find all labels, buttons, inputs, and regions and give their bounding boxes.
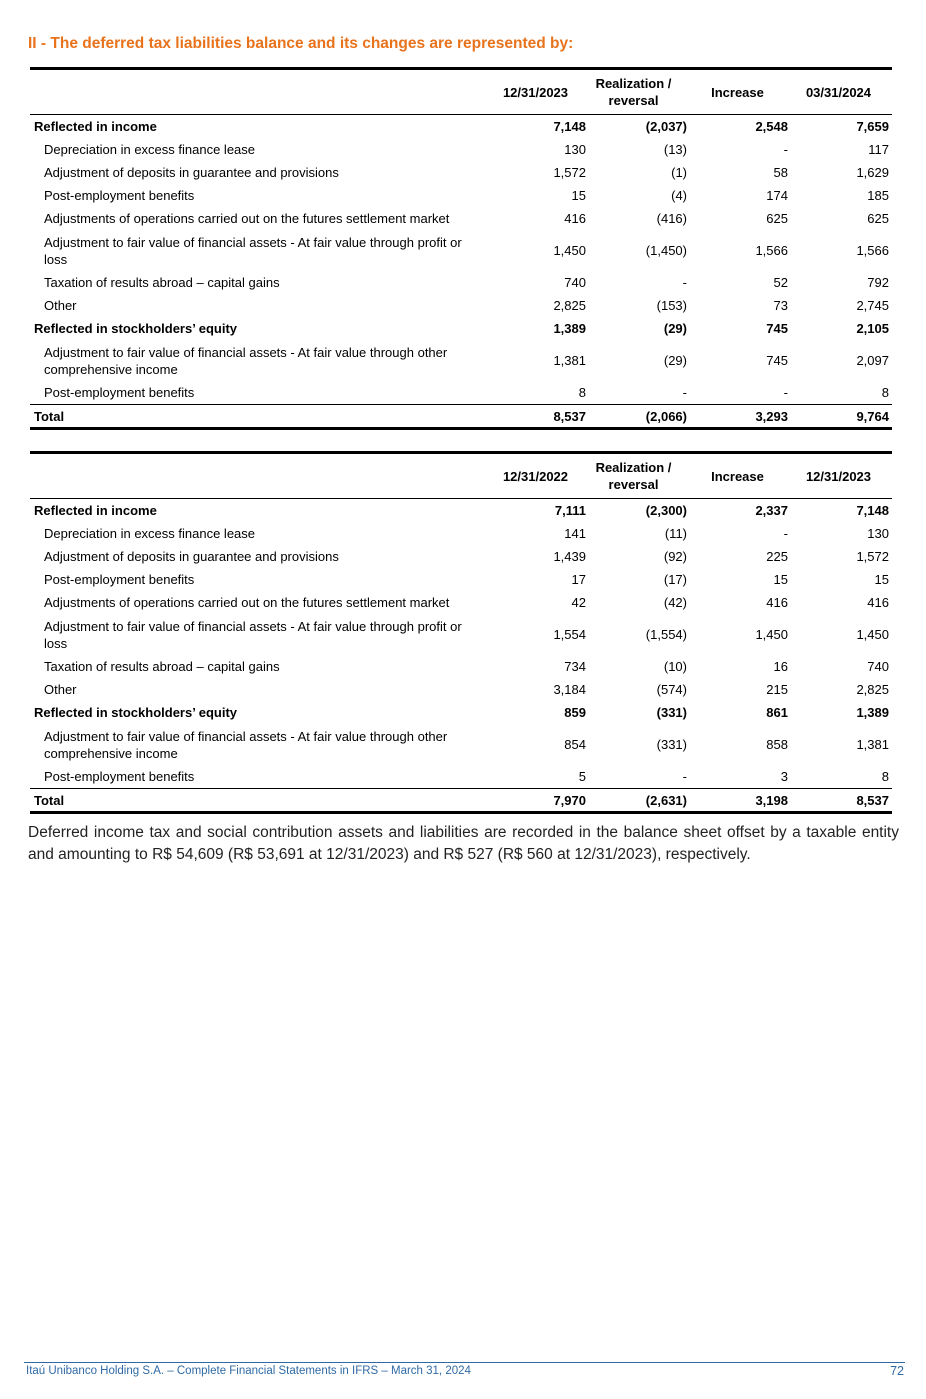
row-value: (42) <box>663 595 687 610</box>
row-value: 1,566 <box>856 243 889 258</box>
row-label: Depreciation in excess finance lease <box>44 142 256 157</box>
row-value: 42 <box>571 595 586 610</box>
row-value: 2,825 <box>553 298 586 313</box>
page-number: 72 <box>890 1364 904 1378</box>
row-value: 734 <box>564 659 586 674</box>
row-value: 130 <box>564 142 586 157</box>
row-value: 858 <box>766 737 788 752</box>
row-value: 859 <box>564 705 586 720</box>
table-row <box>30 591 892 614</box>
table-row <box>30 655 892 678</box>
row-value: 15 <box>571 188 586 203</box>
row-value: (2,037) <box>645 119 687 134</box>
row-label: Adjustments of operations carried out on the futures settlement market <box>44 595 450 610</box>
row-label: Reflected in income <box>34 503 157 518</box>
row-value: 792 <box>867 275 889 290</box>
row-label: Post-employment benefits <box>44 385 195 400</box>
row-value: 1,439 <box>553 549 586 564</box>
row-value: 2,825 <box>856 682 889 697</box>
row-label: Depreciation in excess finance lease <box>44 526 256 541</box>
row-value: 1,554 <box>553 627 586 642</box>
row-value: 1,450 <box>856 627 889 642</box>
row-value: 1,389 <box>553 321 586 336</box>
row-value: 7,659 <box>856 119 889 134</box>
row-value: (4) <box>671 188 687 203</box>
offset-note-paragraph: Deferred income tax and social contribution assets and liabilities are recorded in the balance sheet offset by a taxable entity and amounting to R$ 54,609 (R$ 53,691 at 12/31/2023) and R$ 527 (R$ 560 at 12/31/2023), respectively. <box>28 824 899 863</box>
total-row <box>30 789 892 813</box>
table-row <box>30 207 892 230</box>
row-value: 7,148 <box>856 503 889 518</box>
row-value: 15 <box>874 572 889 587</box>
deferred-tax-table-2024 <box>30 67 892 430</box>
table-row <box>30 340 892 381</box>
row-label: Post-employment benefits <box>44 769 195 784</box>
row-value: 9,764 <box>856 408 889 424</box>
row-value: 174 <box>766 188 788 203</box>
row-value: 17 <box>571 572 586 587</box>
row-value: (29) <box>663 353 687 368</box>
row-value: - <box>783 385 788 400</box>
table-row <box>30 678 892 701</box>
table-row <box>30 724 892 765</box>
row-value: 52 <box>773 275 788 290</box>
row-value: 3,293 <box>755 408 788 424</box>
row-value: 2,745 <box>856 298 889 313</box>
row-value: 2,097 <box>856 353 889 368</box>
table-row <box>30 568 892 591</box>
table-row <box>30 765 892 789</box>
row-label: Adjustment to fair value of financial assets - At fair value through profit or loss <box>44 234 462 267</box>
row-value: 15 <box>773 572 788 587</box>
row-value: 215 <box>766 682 788 697</box>
row-label: Reflected in stockholders’ equity <box>34 321 237 336</box>
row-value: 625 <box>867 211 889 226</box>
header-cell-label <box>30 453 488 499</box>
row-value: 1,572 <box>553 165 586 180</box>
row-value: 740 <box>867 659 889 674</box>
row-value: 1,629 <box>856 165 889 180</box>
row-value: - <box>682 385 687 400</box>
row-value: 58 <box>773 165 788 180</box>
row-value: (2,300) <box>645 503 687 518</box>
row-value: 745 <box>766 321 788 336</box>
row-value: 2,337 <box>755 503 788 518</box>
row-value: 8,537 <box>553 408 586 424</box>
row-value: 1,389 <box>856 705 889 720</box>
table-header <box>30 453 892 499</box>
table-row <box>30 161 892 184</box>
row-value: (1,450) <box>645 243 687 258</box>
row-value: 117 <box>868 142 889 157</box>
row-value: (331) <box>656 737 687 752</box>
row-value: 130 <box>867 526 889 541</box>
row-value: 16 <box>773 659 788 674</box>
row-value: 1,566 <box>755 243 788 258</box>
row-label: Other <box>44 298 77 313</box>
row-value: 3 <box>780 769 788 784</box>
row-value: 141 <box>564 526 586 541</box>
row-value: 2,105 <box>856 321 889 336</box>
row-value: 3,198 <box>755 792 788 808</box>
table-row <box>30 614 892 655</box>
header-cell-period: Realization / reversal <box>595 76 672 108</box>
row-value: 7,970 <box>553 792 586 808</box>
group-row <box>30 115 892 139</box>
row-value: 3,184 <box>553 682 586 697</box>
row-label: Post-employment benefits <box>44 572 195 587</box>
row-value: 1,381 <box>856 737 889 752</box>
header-cell-period: 12/31/2022 <box>502 468 569 484</box>
row-value: 225 <box>766 549 788 564</box>
group-row <box>30 701 892 724</box>
row-value: 854 <box>564 737 586 752</box>
row-value: 416 <box>564 211 586 226</box>
table-row <box>30 184 892 207</box>
header-cell-period: 12/31/2023 <box>502 84 569 100</box>
row-label: Adjustment to fair value of financial assets - At fair value through other comprehensive income <box>44 728 448 761</box>
row-value: 1,450 <box>553 243 586 258</box>
row-value: 8,537 <box>856 792 889 808</box>
section-title: II - The deferred tax liabilities balance and its changes are represented by: <box>28 35 574 52</box>
header-cell-period: Realization / reversal <box>595 460 672 492</box>
row-value: (17) <box>663 572 687 587</box>
row-label: Adjustment of deposits in guarantee and provisions <box>44 165 339 180</box>
row-value: (92) <box>663 549 687 564</box>
row-value: (29) <box>663 321 687 336</box>
header-cell-period: Increase <box>711 468 764 484</box>
table-row <box>30 545 892 568</box>
row-value: (2,066) <box>645 408 687 424</box>
row-value: 73 <box>773 298 788 313</box>
row-value: (1,554) <box>645 627 687 642</box>
row-value: 740 <box>564 275 586 290</box>
row-label: Reflected in stockholders’ equity <box>34 705 237 720</box>
row-label: Adjustment to fair value of financial assets - At fair value through other comprehensive income <box>44 344 448 377</box>
header-cell-period: 12/31/2023 <box>805 468 872 484</box>
row-value: 416 <box>766 595 788 610</box>
row-value: 416 <box>867 595 889 610</box>
row-value: 7,148 <box>553 119 586 134</box>
header-cell-period: Increase <box>711 84 764 100</box>
row-label: Post-employment benefits <box>44 188 195 203</box>
row-value: (153) <box>656 298 687 313</box>
row-value: (331) <box>656 705 687 720</box>
row-label: Taxation of results abroad – capital gains <box>44 275 280 290</box>
group-row <box>30 317 892 340</box>
group-row <box>30 499 892 523</box>
table-row <box>30 138 892 161</box>
row-value: (416) <box>656 211 687 226</box>
row-label: Total <box>34 408 65 424</box>
row-value: 1,381 <box>553 353 586 368</box>
row-value: 8 <box>881 769 889 784</box>
row-value: (11) <box>664 526 687 541</box>
row-value: 1,450 <box>755 627 788 642</box>
row-label: Reflected in income <box>34 119 157 134</box>
row-value: - <box>682 275 687 290</box>
row-value: 1,572 <box>856 549 889 564</box>
row-value: (10) <box>663 659 687 674</box>
row-label: Adjustment to fair value of financial assets - At fair value through profit or loss <box>44 618 462 651</box>
row-value: 861 <box>766 705 788 720</box>
table-row <box>30 230 892 271</box>
row-value: (2,631) <box>645 792 687 808</box>
row-value: 745 <box>766 353 788 368</box>
header-cell-period: 03/31/2024 <box>805 84 872 100</box>
table-header <box>30 69 892 115</box>
table-row <box>30 381 892 405</box>
row-value: (1) <box>671 165 687 180</box>
table-row <box>30 522 892 545</box>
row-value: (13) <box>663 142 687 157</box>
row-label: Adjustments of operations carried out on the futures settlement market <box>44 211 450 226</box>
deferred-tax-table-2023 <box>30 451 892 814</box>
row-value: - <box>682 769 687 784</box>
row-value: 7,111 <box>554 503 586 518</box>
row-value: 185 <box>867 188 889 203</box>
row-value: 8 <box>578 385 586 400</box>
row-label: Adjustment of deposits in guarantee and provisions <box>44 549 339 564</box>
footer-document-title: Itaú Unibanco Holding S.A. – Complete Financial Statements in IFRS – March 31, 2024 <box>26 1365 471 1377</box>
row-value: (574) <box>656 682 687 697</box>
header-cell-label <box>30 69 488 115</box>
table-row <box>30 271 892 294</box>
row-value: 2,548 <box>755 119 788 134</box>
row-label: Total <box>34 792 65 808</box>
table-row <box>30 294 892 317</box>
row-value: 625 <box>766 211 788 226</box>
row-value: 8 <box>881 385 889 400</box>
row-value: 5 <box>578 769 586 784</box>
footer-divider <box>24 1362 905 1363</box>
total-row <box>30 405 892 429</box>
row-value: - <box>783 142 788 157</box>
row-label: Other <box>44 682 77 697</box>
row-value: - <box>783 526 788 541</box>
row-label: Taxation of results abroad – capital gains <box>44 659 280 674</box>
